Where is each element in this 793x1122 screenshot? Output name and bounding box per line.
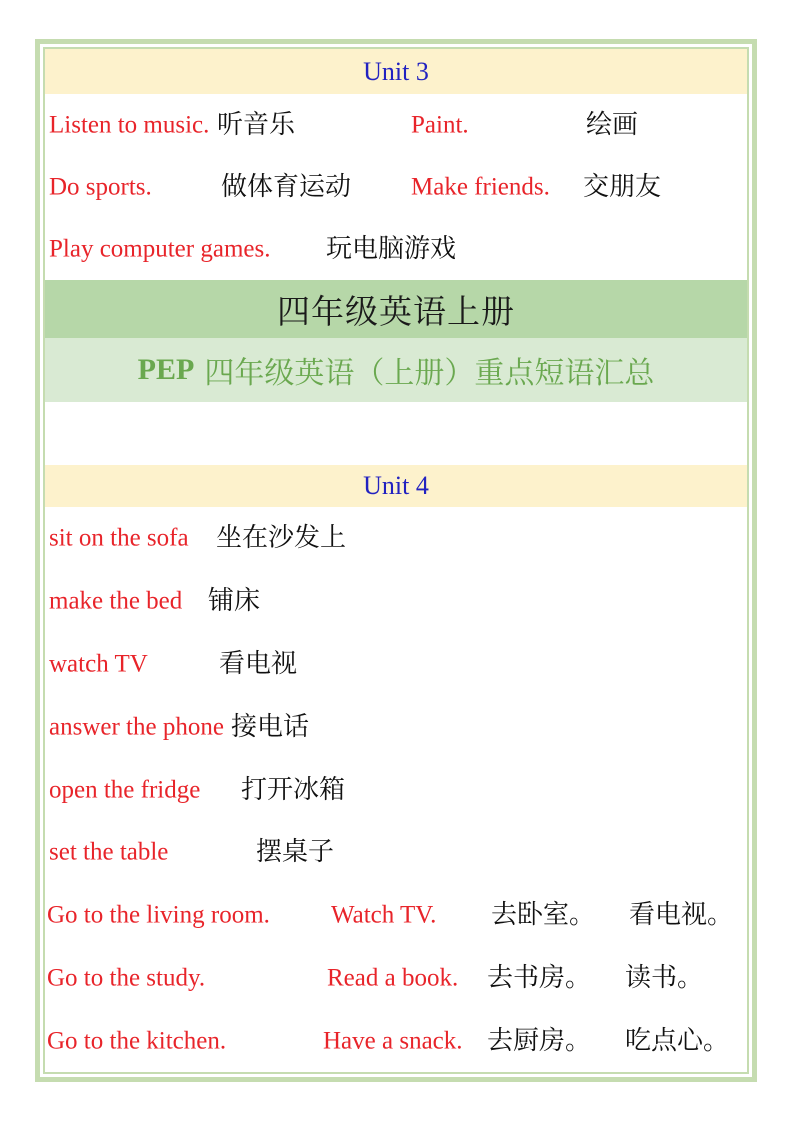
phrase-en: Go to the living room. <box>47 901 270 929</box>
phrase-row-unit4-6 <box>45 821 747 884</box>
phrase-zh: 绘画 <box>586 110 639 140</box>
phrase-en: Paint. <box>411 111 469 139</box>
table-frame-inner <box>43 47 749 1074</box>
phrase-zh: 玩电脑游戏 <box>326 234 457 264</box>
phrase-zh: 铺床 <box>208 586 261 617</box>
phrase-en: Make friends. <box>411 173 550 201</box>
phrase-en: Read a book. <box>327 964 459 992</box>
phrase-en: Play computer games. <box>49 235 271 263</box>
phrase-en: make the bed <box>49 587 183 615</box>
phrase-en: Go to the study. <box>47 964 206 992</box>
section-gap <box>45 402 747 465</box>
phrase-zh: 听音乐 <box>217 110 296 140</box>
phrase-en: sit on the sofa <box>49 524 189 552</box>
book-subtitle-text: 四年级英语（上册）重点短语汇总 <box>204 356 655 391</box>
phrase-en: watch TV <box>49 650 148 678</box>
phrase-row-unit4-5 <box>45 758 747 821</box>
phrase-en: answer the phone <box>49 713 224 741</box>
book-title-banner <box>45 280 747 338</box>
book-title: 四年级英语上册 <box>277 291 515 331</box>
phrase-row-unit4-3 <box>45 633 747 696</box>
phrase-zh: 去卧室。 <box>491 900 596 931</box>
phrase-en: Do sports. <box>49 173 152 201</box>
phrase-en: Have a snack. <box>323 1027 463 1055</box>
phrase-en: set the table <box>49 838 169 866</box>
phrase-zh: 交朋友 <box>583 172 662 202</box>
phrase-row-unit3-2 <box>45 156 747 218</box>
phrase-zh: 打开冰箱 <box>241 774 346 805</box>
phrase-row-unit4-4 <box>45 695 747 758</box>
phrase-zh: 看电视。 <box>629 900 734 931</box>
phrase-zh: 去书房。 <box>487 962 592 993</box>
phrase-row-unit4-2 <box>45 570 747 633</box>
unit3-title: Unit 3 <box>363 56 429 86</box>
phrase-en: Listen to music. <box>49 111 210 139</box>
book-subtitle-prefix: PEP <box>137 353 195 386</box>
phrase-zh: 摆桌子 <box>256 837 335 868</box>
phrase-zh: 吃点心。 <box>625 1025 730 1056</box>
phrase-zh: 坐在沙发上 <box>216 523 347 554</box>
phrase-zh: 看电视 <box>219 648 298 679</box>
unit3-header <box>45 49 747 94</box>
phrase-en: open the fridge <box>49 776 201 804</box>
table-frame <box>35 39 757 1082</box>
phrase-en: Go to the kitchen. <box>47 1027 227 1055</box>
phrase-row-unit4-1 <box>45 507 747 570</box>
book-subtitle-banner <box>45 338 747 402</box>
phrase-row-unit4-9 <box>45 1009 747 1072</box>
unit4-rows <box>45 507 747 1072</box>
phrase-zh: 去厨房。 <box>487 1025 592 1056</box>
phrase-row-unit3-1 <box>45 94 747 156</box>
phrase-row-unit4-8 <box>45 946 747 1009</box>
unit4-title: Unit 4 <box>363 471 429 500</box>
phrase-row-unit4-7 <box>45 884 747 947</box>
phrase-zh: 读书。 <box>625 962 704 993</box>
phrase-row-unit3-3 <box>45 218 747 280</box>
phrase-zh: 接电话 <box>231 711 310 742</box>
phrase-zh: 做体育运动 <box>221 172 352 202</box>
unit4-header <box>45 465 747 507</box>
phrase-en: Watch TV. <box>331 901 437 929</box>
